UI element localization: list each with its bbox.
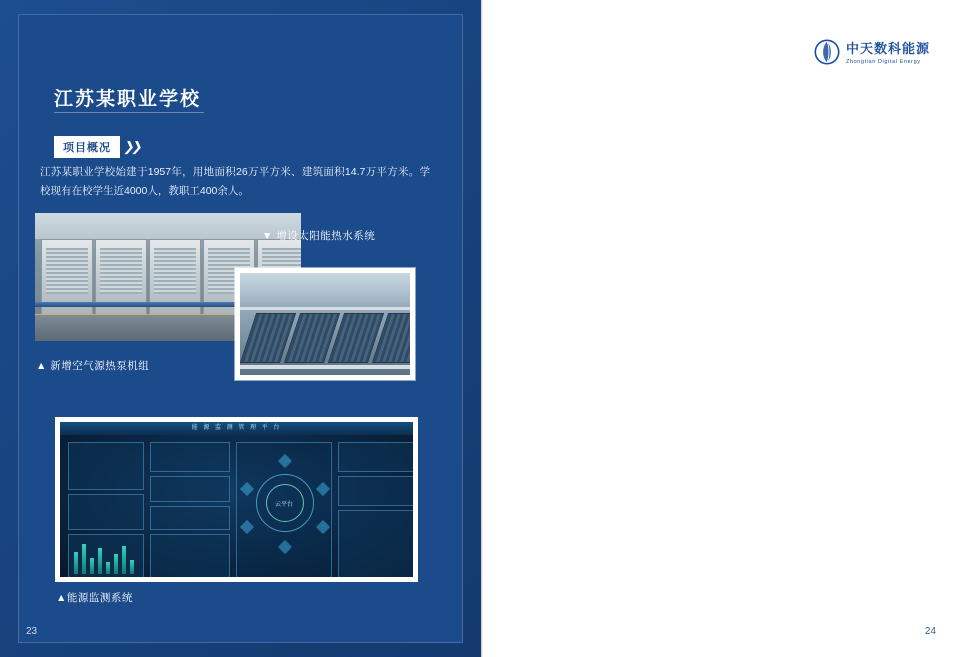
- page-number-right: 24: [924, 626, 936, 637]
- section-overview-tag: [54, 136, 140, 158]
- caption-heat-pump: ▲ 新增空气源热泵机组: [36, 360, 150, 372]
- caption-monitoring: ▲能源监测系统: [56, 592, 133, 604]
- brand-logo: [814, 38, 930, 65]
- caption-solar: ▼ 增设太阳能热水系统: [262, 230, 376, 242]
- page-spine: [481, 0, 483, 657]
- title-divider: [54, 112, 204, 113]
- page-title: 江苏某职业学校: [54, 89, 202, 110]
- page-number-left: 23: [26, 626, 38, 637]
- overview-paragraph: 江苏某职业学校始建于1957年，用地面积26万平方米、建筑面积14.7万平方米。学校现有在校学生近4000人，教职工400余人。: [40, 166, 430, 197]
- right-page: [481, 0, 962, 657]
- chevrons-icon: ❯❯: [122, 139, 142, 154]
- photo-energy-monitoring-screen: 能 源 监 测 管 理 平 台 云平台: [55, 417, 418, 582]
- logo-text-en: Zhongtian Digital Energy: [845, 59, 921, 65]
- logo-mark-icon: [814, 39, 840, 65]
- section-overview-label: 项目概况: [54, 136, 120, 158]
- logo-text-cn: 中天数科能源: [845, 41, 930, 56]
- photo-solar-collectors: [235, 268, 415, 380]
